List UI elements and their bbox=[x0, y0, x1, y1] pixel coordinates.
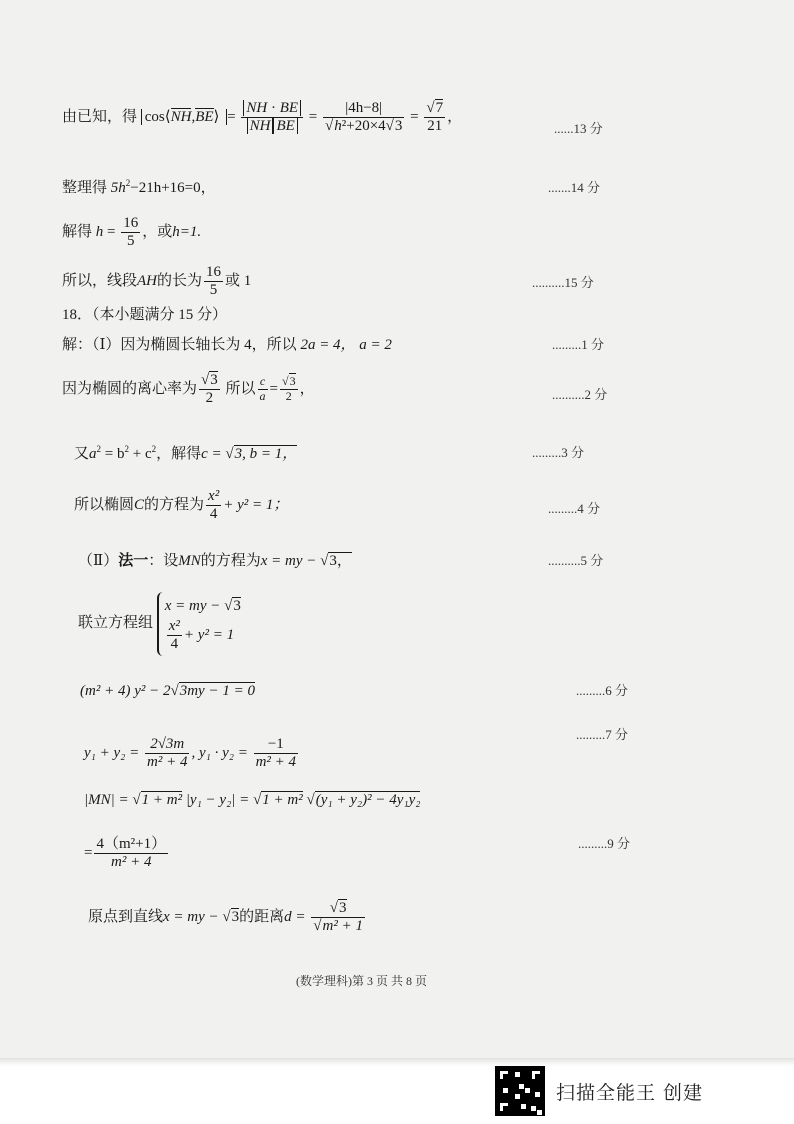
line-distance: 原点到直线x = my − √3的距离d = $\frac{√3}{\text{√m² + 1}}$ bbox=[88, 900, 363, 935]
scanner-brand: 扫描全能王 创建 bbox=[556, 1082, 704, 1104]
line-vieta: y₁ + y₂ = $\frac{2√3m}{\text{m² + 4}}$ , y₁ · y₂ = $\frac{-1}{\text{m² + 4}}$ bbox=[84, 736, 297, 771]
line-solve-c-b: 又$a^2 = b^2 + c^2$，解得c = √3, b = 1， bbox=[74, 444, 298, 462]
page-edge bbox=[0, 1058, 794, 1066]
page-footer: (数学理科)第 3 页 共 8 页 bbox=[296, 974, 427, 988]
score-15: ..........15 分 bbox=[532, 275, 594, 290]
score-2: ..........2 分 bbox=[552, 387, 608, 402]
line-major-axis: 解：（Ⅰ）因为椭圆长轴长为 4，所以 2a = 4， a = 2 bbox=[62, 337, 392, 353]
score-4: .........4 分 bbox=[548, 501, 601, 516]
line-ellipse-equation: 所以椭圆C的方程为 $\frac{\text{x²}}{4}$ + y² = 1； bbox=[74, 488, 289, 523]
score-6: .........6 分 bbox=[576, 683, 629, 698]
line-method-one: （Ⅱ）法一：设MN的方程为x = my − √3， bbox=[78, 553, 352, 569]
score-9: .........9 分 bbox=[578, 836, 631, 851]
line-simplify: 整理得 $5h^2-21h+16=0$， bbox=[62, 178, 216, 196]
line-system: 联立方程组 x = my − √3 $\frac{\text{x²}}{4}$ + y² = 1 bbox=[78, 592, 241, 656]
score-7: .........7 分 bbox=[576, 727, 629, 742]
line-eccentricity: 因为椭圆的离心率为 $\frac{√3}{2}$ 所以 $\frac{c}{a}$ = $\frac{√3}{2}$ ， bbox=[62, 372, 315, 407]
line-cos-equation: 由已知，得 cos⟨NH,BE⟩ = $\frac{NH \cdot BE}{\text{NH BE}}$ = $\frac{|4h-8|}{\text{√h²+20×4√3}}$ = $\frac{√7}{21}$ ， bbox=[62, 100, 463, 135]
score-5: ..........5 分 bbox=[548, 553, 604, 568]
score-14: .......14 分 bbox=[548, 180, 601, 195]
line-ah-length: 所以，线段AH的长为 $\frac{16}{5}$ 或 1 bbox=[62, 264, 252, 299]
qr-code-icon bbox=[495, 1066, 545, 1116]
line-solve-h: 解得 h = $\frac{16}{5}$ ，或h=1. bbox=[62, 215, 202, 250]
score-13: ......13 分 bbox=[554, 121, 603, 136]
line-quadratic: (m² + 4) y² − 2√3my − 1 = 0 bbox=[80, 683, 255, 699]
score-1: .........1 分 bbox=[552, 337, 605, 352]
line-chord-length: |MN| = √1 + m² |y₁ − y₂| = √1 + m² √(y₁ + y₂)² − 4y₁y₂ bbox=[84, 792, 421, 808]
problem-18-heading: 18．（本小题满分 15 分） bbox=[62, 307, 228, 323]
line-chord-simplified: = $\frac{\text{4（m²+1）}}{\text{m² + 4}}$ bbox=[84, 836, 167, 871]
score-3: .........3 分 bbox=[532, 445, 585, 460]
